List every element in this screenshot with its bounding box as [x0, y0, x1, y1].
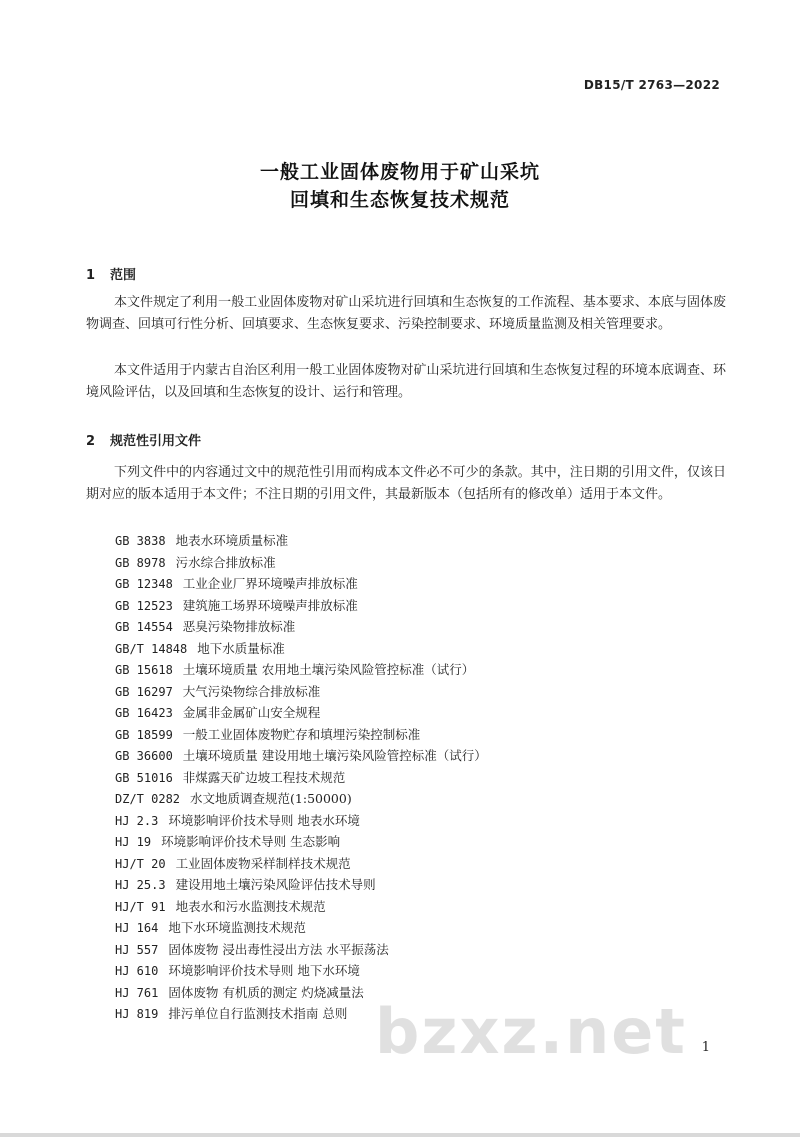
document-title	[0, 158, 800, 214]
reference-item	[115, 616, 487, 638]
reference-title: 大气污染物综合排放标准	[182, 683, 321, 699]
reference-title: 建设用地土壤污染风险评估技术导则	[175, 877, 376, 892]
reference-title: 环境影响评价技术导则 地下水环境	[168, 963, 360, 978]
reference-item	[115, 896, 487, 918]
reference-code: HJ 761	[115, 985, 159, 1000]
section-2-paragraph-1: 下列文件中的内容通过文中的规范性引用而构成本文件必不可少的条款。其中，注日期的引用文件，仅该日期对应的版本适用于本文件；不注日期的引用文件，其最新版本（包括所有的修改单）适用于本文件。	[86, 465, 726, 502]
reference-code: HJ 2.3	[115, 813, 159, 828]
reference-title: 环境影响评价技术导则 地表水环境	[168, 812, 360, 828]
section-1-heading	[86, 264, 136, 283]
reference-code: GB 8978	[115, 555, 166, 570]
reference-code: GB 51016	[115, 770, 173, 785]
reference-code: HJ/T 20	[115, 856, 166, 871]
reference-title: 环境影响评价技术导则 生态影响	[161, 834, 341, 849]
reference-item	[115, 595, 487, 617]
reference-title: 固体废物 有机质的测定 灼烧减量法	[168, 984, 364, 1000]
reference-code: HJ 819	[115, 1007, 159, 1021]
reference-title: 地下水质量标准	[197, 640, 285, 656]
reference-title: 地表水和污水监测技术规范	[175, 898, 326, 914]
title-line-2: 回填和生态恢复技术规范	[289, 189, 510, 211]
reference-title: 排污单位自行监测技术指南 总则	[168, 1006, 348, 1021]
reference-item	[115, 552, 487, 574]
normative-references-list	[115, 530, 487, 1025]
reference-item	[115, 573, 487, 595]
reference-code: HJ 164	[115, 921, 159, 935]
reference-item	[115, 810, 487, 832]
reference-title: 工业企业厂界环境噪声排放标准	[182, 576, 358, 591]
reference-title: 金属非金属矿山安全规程	[182, 705, 321, 720]
reference-item	[115, 681, 487, 703]
reference-title: 水文地质调查规范(1:50000)	[190, 791, 352, 806]
reference-item	[115, 702, 487, 724]
reference-item	[115, 745, 487, 767]
reference-item	[115, 939, 487, 961]
reference-item	[115, 659, 487, 681]
reference-code: HJ/T 91	[115, 899, 166, 914]
reference-item	[115, 831, 487, 853]
reference-item	[115, 874, 487, 896]
reference-code: GB 18599	[115, 727, 173, 742]
reference-title: 土壤环境质量 建设用地土壤污染风险管控标准（试行）	[182, 748, 487, 763]
reference-code: DZ/T 0282	[115, 792, 181, 806]
reference-item	[115, 724, 487, 746]
page-bottom-edge	[0, 1133, 800, 1137]
reference-title: 建筑施工场界环境噪声排放标准	[182, 597, 358, 613]
reference-code: GB 14554	[115, 620, 173, 634]
reference-title: 一般工业固体废物贮存和填埋污染控制标准	[182, 726, 421, 742]
reference-code: GB 15618	[115, 663, 173, 677]
page-number: 1	[701, 1040, 710, 1055]
section-title: 范围	[110, 268, 137, 283]
reference-code: GB 3838	[115, 534, 166, 548]
section-1-paragraph-2: 本文件适用于内蒙古自治区利用一般工业固体废物对矿山采坑进行回填和生态恢复过程的环境本底调查、环境风险评估，以及回填和生态恢复的设计、运行和管理。	[86, 363, 726, 400]
reference-code: GB/T 14848	[115, 641, 188, 656]
section-1-paragraph-1: 本文件规定了利用一般工业固体废物对矿山采坑进行回填和生态恢复的工作流程、基本要求、本底与固体废物调查、回填可行性分析、回填要求、生态恢复要求、污染控制要求、环境质量监测及相关管理要求。	[86, 295, 726, 332]
reference-code: GB 16423	[115, 706, 173, 720]
reference-item	[115, 960, 487, 982]
reference-title: 非煤露天矿边坡工程技术规范	[182, 769, 346, 785]
watermark: bzxz.net	[375, 995, 687, 1068]
reference-code: GB 36600	[115, 749, 173, 763]
reference-code: GB 12348	[115, 577, 173, 591]
reference-code: HJ 610	[115, 964, 159, 978]
section-number: 2	[86, 434, 96, 449]
reference-item	[115, 767, 487, 789]
section-2-heading	[86, 430, 201, 449]
reference-item	[115, 638, 487, 660]
reference-code: HJ 25.3	[115, 878, 166, 892]
reference-title: 恶臭污染物排放标准	[182, 619, 296, 634]
reference-code: GB 12523	[115, 598, 173, 613]
section-title: 规范性引用文件	[110, 434, 202, 449]
reference-item	[115, 917, 487, 939]
reference-title: 地下水环境监测技术规范	[168, 920, 306, 935]
reference-item	[115, 530, 487, 552]
reference-code: HJ 557	[115, 942, 159, 957]
reference-title: 污水综合排放标准	[175, 554, 276, 570]
title-line-1: 一般工业固体废物用于矿山采坑	[259, 161, 540, 183]
reference-title: 地表水环境质量标准	[175, 533, 289, 548]
reference-code: HJ 19	[115, 835, 152, 849]
reference-title: 土壤环境质量 农用地土壤污染风险管控标准（试行）	[182, 662, 475, 677]
reference-item	[115, 853, 487, 875]
reference-title: 工业固体废物采样制样技术规范	[175, 855, 351, 871]
reference-title: 固体废物 浸出毒性浸出方法 水平振荡法	[168, 941, 389, 957]
standard-code: DB15/T 2763—2022	[583, 78, 720, 92]
reference-item	[115, 788, 487, 810]
section-number: 1	[86, 268, 96, 283]
reference-code: GB 16297	[115, 684, 173, 699]
